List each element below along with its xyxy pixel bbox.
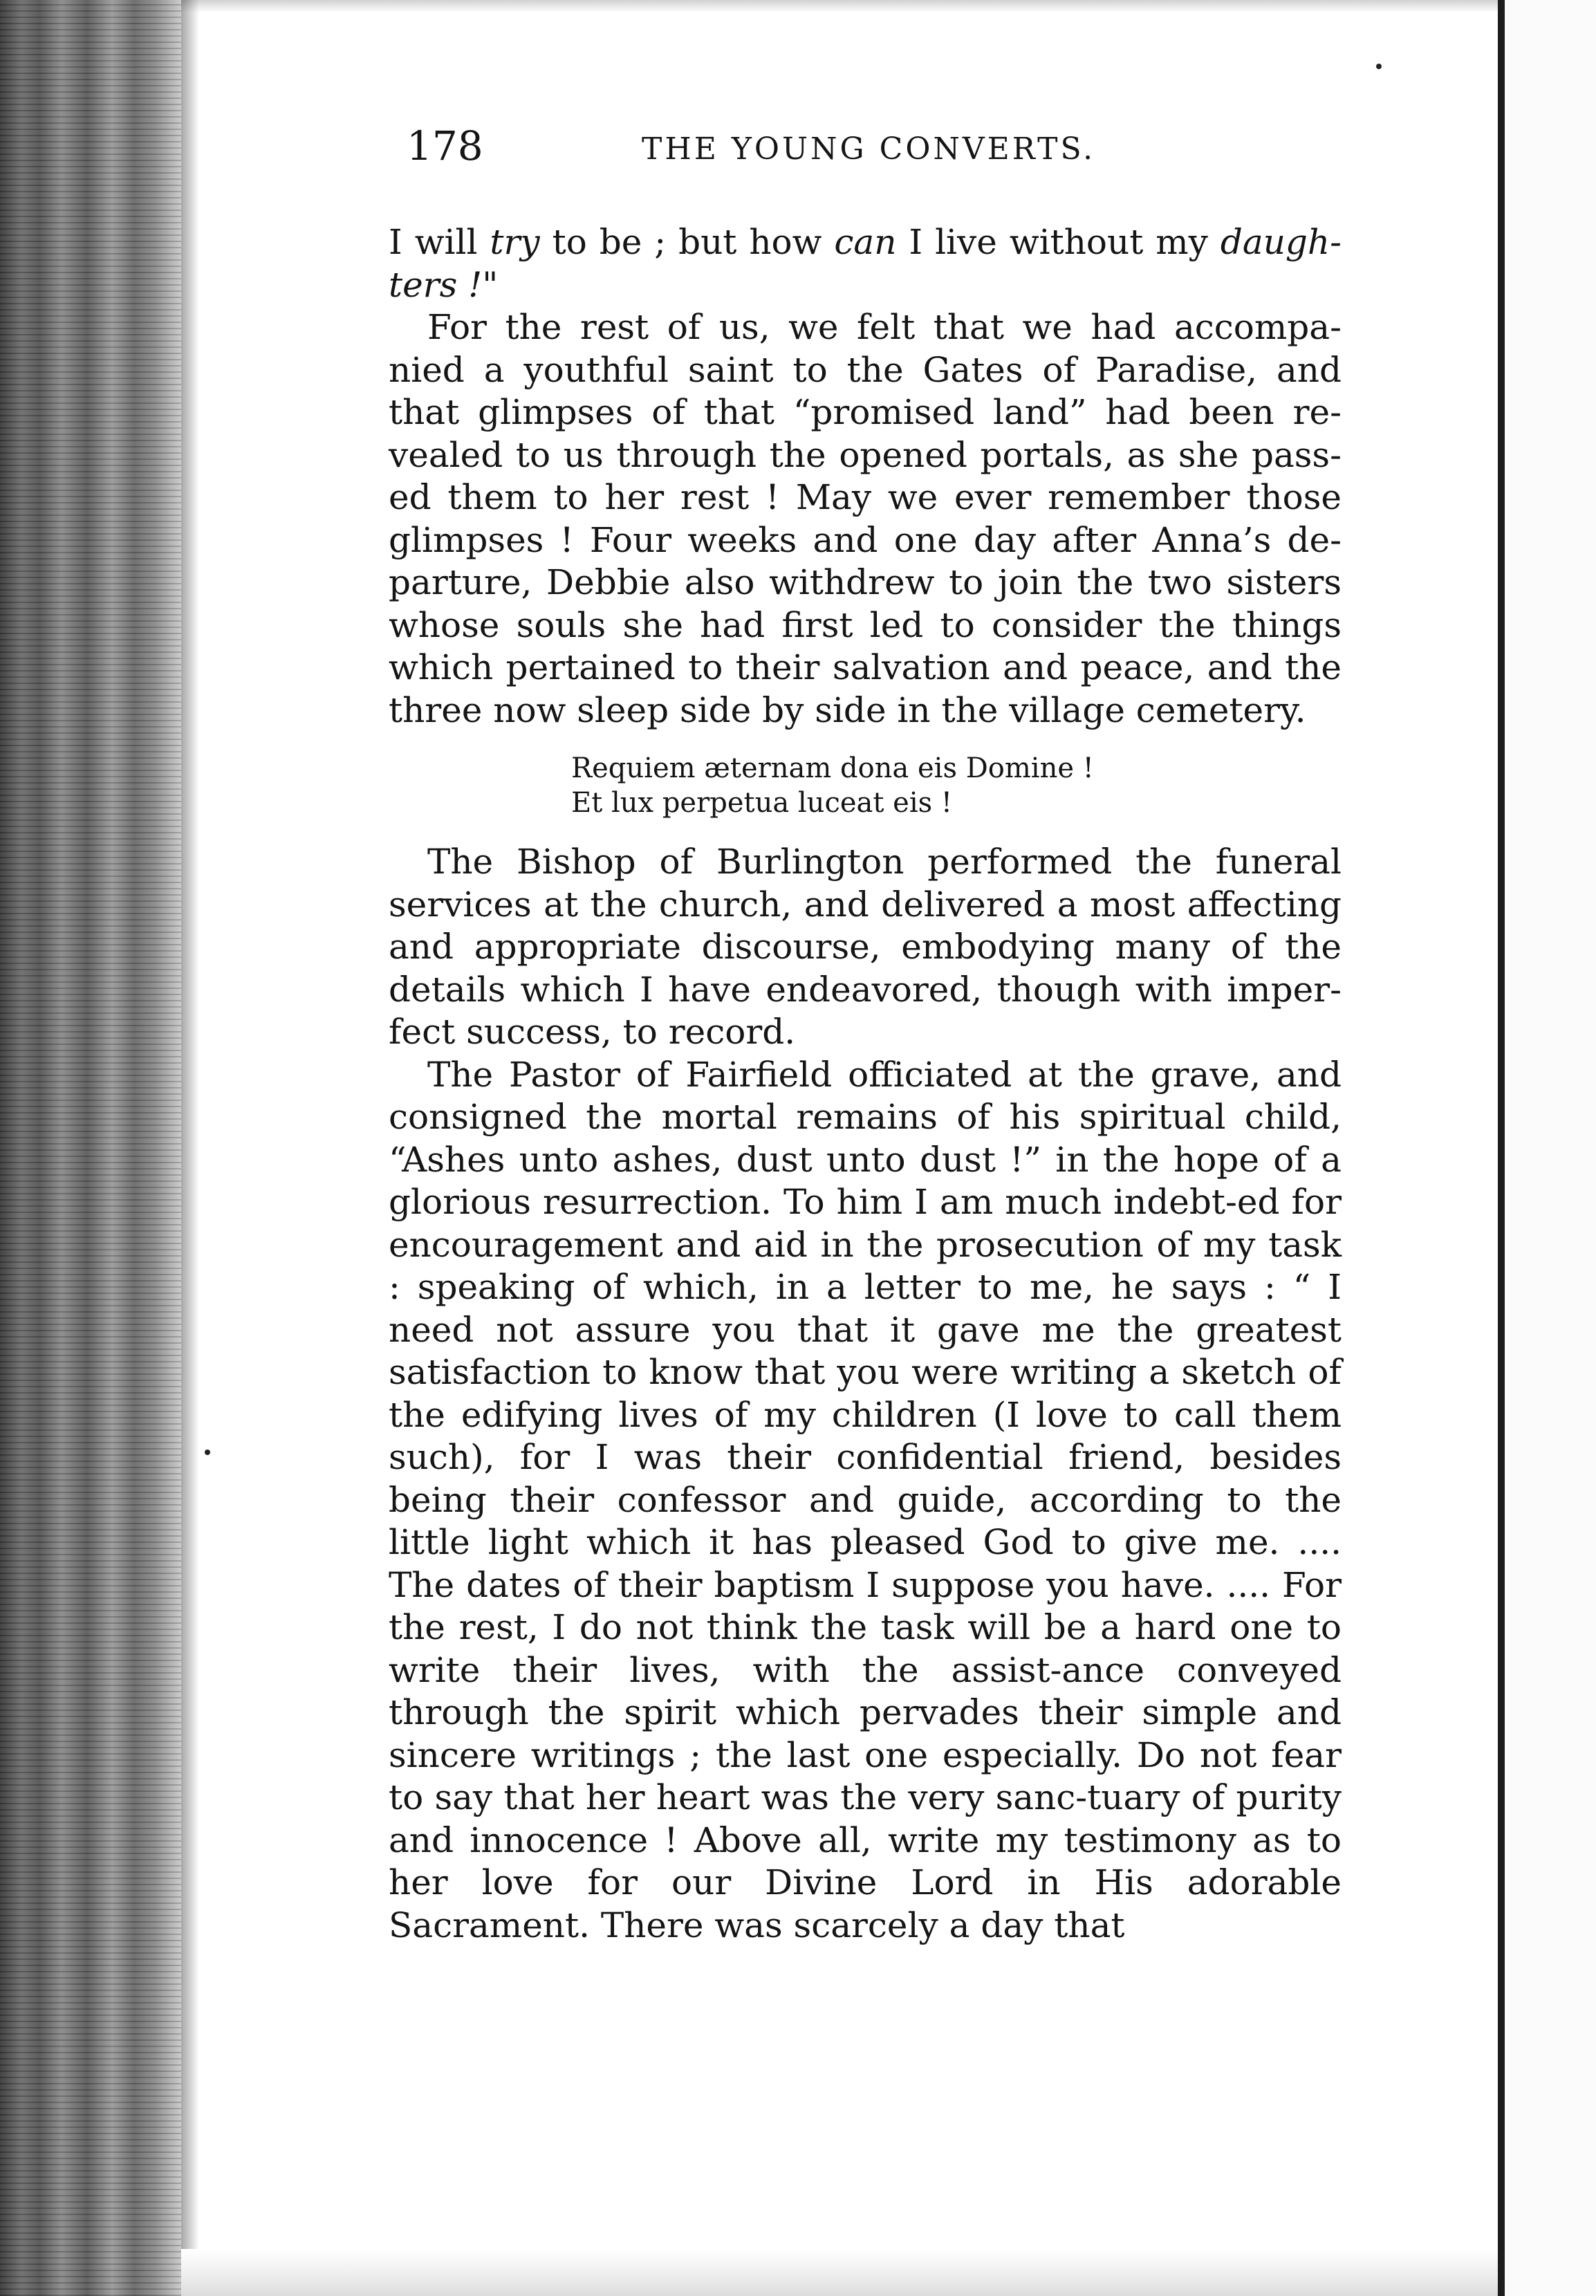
paragraph-2: For the rest of us, we felt that we had accompa-nied a youthful saint to the Gates of Paradise, and that glimpses of that “promised land” had been re-vealed to us through the opened portals, as she pass-ed them to her rest ! May we ever remember those glimpses ! Four weeks and one day after Anna’s de-parture, Debbie also withdrew to join the two sisters whose souls she had first led to consider the things which pertained to their salvation and peace, and the three now sleep side by side in the village cemetery. [389, 307, 1342, 730]
quote-line: Et lux perpetua luceat eis ! [571, 787, 952, 819]
page-top-shadow [181, 0, 1498, 12]
quote-line: Requiem æternam dona eis Domine ! [571, 752, 1094, 784]
running-title: THE YOUNG CONVERTS. [642, 131, 1096, 167]
book-binding-edge [0, 0, 181, 2296]
text-run: to be ; but how [539, 222, 835, 262]
italic-word: daugh-ters !" [389, 222, 1342, 305]
running-head [407, 122, 1389, 170]
latin-quotation [389, 751, 1342, 820]
paragraph-4: The Pastor of Fairfield officiated at the grave, and consigned the mortal remains of his spiritual child, “Ashes unto ashes, dust unto dust !” in the hope of a glorious resurrection. To him I am much indebt-ed for encouragement and aid in the prosecution of my task : speaking of which, in a letter to me, he says : “ I need not assure you that it gave me the greatest satisfaction to know that you were writing a sketch of the edifying lives of my children (I love to call them such), for I was their confidential friend, besides being their confessor and guide, according to the little light which it has pleased God to give me. .... The dates of their baptism I suppose you have. .... For the rest, I do not think the task will be a hard one to write their lives, with the assist-ance conveyed through the spirit which pervades their simple and sincere writings ; the last one especially. Do not fear to say that her heart was the very sanc-tuary of purity and innocence ! Above all, write my testimony as to her love for our Divine Lord in His adorable Sacrament. There was scarcely a day that [389, 1054, 1342, 1945]
italic-word: can [834, 222, 897, 262]
page-body-text [389, 221, 1342, 1947]
text-run: I will [389, 222, 490, 262]
page-number: 178 [407, 122, 483, 169]
ink-speck [205, 1450, 210, 1455]
text-run: I live without my [896, 222, 1221, 262]
page-fold-edge [1498, 0, 1505, 2296]
ink-speck [1376, 64, 1382, 69]
gutter-shadow [181, 0, 199, 2296]
paragraph-3: The Bishop of Burlington performed the funeral services at the church, and delivered a most affecting and appropriate discourse, embodying many of the details which I have endeavored, though with imper-fect success, to record. [389, 842, 1342, 1052]
italic-word: try [490, 222, 540, 262]
adjacent-page [1505, 0, 1596, 2296]
paragraph-1 [389, 221, 1342, 306]
page-bottom-edge [181, 2249, 1498, 2296]
